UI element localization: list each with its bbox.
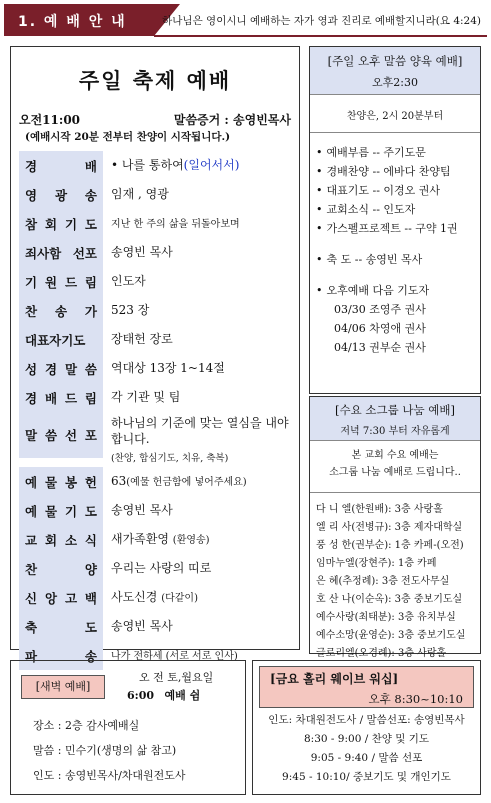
- order-value: 우리는 사랑의 띠로: [111, 561, 212, 575]
- section-title: 1. 예 배 안 내: [18, 14, 127, 30]
- order-extra: (예물 헌금함에 넣어주세요): [126, 477, 247, 488]
- order-value: 523 장: [111, 303, 150, 317]
- sunday-main-time: 오전11:00: [19, 113, 81, 127]
- sunday-pm-order: [310, 133, 480, 357]
- list-item: 예수사랑(최태분): 3층 유치부실: [316, 612, 456, 623]
- section-title-bar: [4, 4, 154, 36]
- order-row: [19, 180, 295, 209]
- order-value: 송영빈 목사: [111, 619, 173, 633]
- sunday-main-title: 주일 축제 예배: [78, 68, 232, 93]
- sunday-pm-time: 오후2:30: [372, 76, 418, 89]
- sunday-pm-note: 찬양은, 2시 20분부터: [346, 111, 444, 122]
- sunday-pm-box: [309, 46, 481, 394]
- order-label: 찬 양: [19, 554, 103, 583]
- order-label: 축 도: [19, 612, 103, 641]
- list-item: 엘 리 사(전병규): 3층 제자대학실: [316, 522, 463, 533]
- list-item: 호 산 나(이순옥): 3층 중보기도실: [316, 594, 463, 605]
- order-value: • 나를 통하여(일어서서): [111, 158, 240, 172]
- order-row: [19, 612, 295, 641]
- order-sub: (찬양, 합심기도, 치유, 축복): [111, 453, 229, 464]
- list-item: 은 혜(추정례): 3층 전도사무실: [316, 576, 450, 587]
- friday-header: [259, 666, 474, 708]
- list-item: 글로리엘(오경례): 3층 사랑홀: [316, 648, 447, 659]
- list-item: • 예배부름 -- 주기도문: [316, 143, 480, 162]
- order-label: 성 경 말 씀: [19, 354, 103, 383]
- order-value: 하나님의 기준에 맞는 열심을 내야합니다. (찬양, 합심기도, 치유, 축복): [103, 412, 295, 467]
- header-underline: [154, 35, 487, 37]
- list-item: 임마누엘(장현주): 1층 카페: [316, 558, 437, 569]
- sunday-main-note: (예배시작 20분 전부터 찬양이 시작됩니다.): [25, 131, 231, 143]
- order-value: 송영빈 목사: [111, 503, 173, 517]
- list-item: • 축 도 -- 송영빈 목사: [316, 250, 480, 269]
- order-label: 파 송: [19, 641, 103, 670]
- order-row: [19, 267, 295, 296]
- friday-box: [252, 660, 481, 795]
- order-row: [19, 467, 295, 496]
- order-label: 영 광 송: [19, 180, 103, 209]
- list-item: • 오후예배 다음 기도자: [316, 281, 480, 300]
- order-extra: (일어서서): [183, 158, 240, 172]
- wednesday-header: [310, 397, 480, 441]
- list-item: 8:30 - 9:00 / 찬양 및 기도: [304, 733, 429, 745]
- order-label: 대표자기도: [19, 325, 103, 354]
- order-row: [19, 209, 295, 238]
- list-item: • 가스펠프로젝트 -- 구약 1권: [316, 219, 480, 238]
- section-header: [4, 4, 487, 36]
- list-item: • 경배찬양 -- 에바다 찬양팀: [316, 162, 480, 181]
- order-label: 교 회 소 식: [19, 525, 103, 554]
- order-extra: (환영송): [172, 535, 210, 546]
- dawn-leader: 인도 : 송영빈목사/차대원전도사: [33, 769, 186, 782]
- order-value: 각 기관 및 팀: [111, 390, 181, 404]
- dawn-word: 말씀 : 민수기(생명의 삶 참고): [33, 744, 177, 757]
- list-item: 예수소망(윤영순): 3층 중보기도실: [316, 630, 466, 641]
- dawn-box: [10, 660, 246, 795]
- friday-details: [253, 711, 480, 787]
- order-value: 송영빈 목사: [111, 245, 173, 259]
- order-label: 말 씀 선 포: [19, 412, 103, 458]
- list-item: 9:05 - 9:40 / 말씀 선포: [310, 752, 423, 764]
- header-verse: 하나님은 영이시니 예배하는 자가 영과 진리로 예배할지니라(요 4:24): [162, 15, 481, 27]
- sunday-main-preacher: 말씀증거 : 송영빈목사: [173, 113, 291, 127]
- order-row: [19, 412, 295, 467]
- order-label: 죄사함 선포: [19, 238, 103, 267]
- header-verse-area: [162, 4, 487, 36]
- order-value: 새가족환영 (환영송): [111, 532, 210, 546]
- list-item: 04/13 권부순 권사: [334, 341, 426, 354]
- order-value: 지난 한 주의 삶을 뒤돌아보며: [111, 219, 240, 230]
- order-of-worship: [19, 151, 295, 670]
- list-item: 04/06 차영애 권사: [334, 322, 426, 335]
- small-group-list: [310, 493, 480, 663]
- order-value: 임재 , 영광: [111, 187, 169, 201]
- order-label: 예 물 봉 헌: [19, 467, 103, 496]
- order-label: 예 물 기 도: [19, 496, 103, 525]
- order-value: 63(예물 헌금함에 넣어주세요): [111, 474, 247, 488]
- order-value: 장태헌 장로: [111, 332, 173, 346]
- order-row: [19, 383, 295, 412]
- dawn-time-detail: 6:00 예배 쉼: [127, 689, 201, 702]
- list-item: • 교회소식 -- 인도자: [316, 200, 480, 219]
- sunday-pm-header: [310, 47, 480, 95]
- order-row: [19, 296, 295, 325]
- order-row: [19, 496, 295, 525]
- order-value: 나가 전하세 (서로 서로 인사): [111, 651, 238, 662]
- order-label: 경 배: [19, 151, 103, 180]
- wednesday-box: [309, 396, 481, 659]
- friday-leader: 인도: 차대원전도사 / 말씀선포: 송영빈목사: [268, 714, 465, 726]
- list-item: 다 니 엘(한원배): 3층 사랑홀: [316, 504, 443, 515]
- order-row: [19, 325, 295, 354]
- list-item: 풍 성 한(권부순): 1층 카페-(오전): [316, 540, 464, 551]
- order-row: [19, 583, 295, 612]
- order-row: [19, 151, 295, 180]
- list-item: 9:45 - 10:10/ 중보기도 및 개인기도: [282, 771, 451, 783]
- wednesday-time: 저녁 7:30 부터 자유롭게: [340, 426, 450, 437]
- sunday-main-box: [10, 46, 300, 664]
- friday-title: [금요 홀리 웨이브 워십]: [270, 672, 399, 686]
- order-value: 사도신경 (다같이): [111, 590, 198, 604]
- wednesday-title: [수요 소그룹 나눔 예배]: [335, 403, 455, 417]
- sunday-pm-title: [주일 오후 말씀 양육 예배]: [327, 54, 463, 68]
- order-label: 경 배 드 림: [19, 383, 103, 412]
- order-extra: (다같이): [161, 593, 198, 604]
- order-value: 역대상 13장 1~14절: [111, 361, 225, 375]
- order-value: 인도자: [111, 274, 146, 288]
- dawn-place: 장소 : 2층 감사예배실: [33, 719, 140, 732]
- order-row: [19, 354, 295, 383]
- order-row: [19, 554, 295, 583]
- order-label: 신 앙 고 백: [19, 583, 103, 612]
- list-item: 03/30 조영주 권사: [334, 303, 426, 316]
- dawn-details: [33, 713, 186, 788]
- list-item: • 대표기도 -- 이경오 권사: [316, 181, 480, 200]
- order-row: [19, 525, 295, 554]
- order-label: 기 원 드 림: [19, 267, 103, 296]
- wednesday-note: 본 교회 수요 예배는 소그룹 나눔 예배로 드립니다..: [310, 441, 480, 493]
- order-label: 찬 송 가: [19, 296, 103, 325]
- dawn-time: 오 전 토,월요일: [139, 671, 214, 684]
- dawn-title: [새벽 예배]: [21, 675, 105, 699]
- friday-time: 오후 8:30~10:10: [368, 692, 463, 706]
- order-row: [19, 238, 295, 267]
- order-label: 참 회 기 도: [19, 209, 103, 238]
